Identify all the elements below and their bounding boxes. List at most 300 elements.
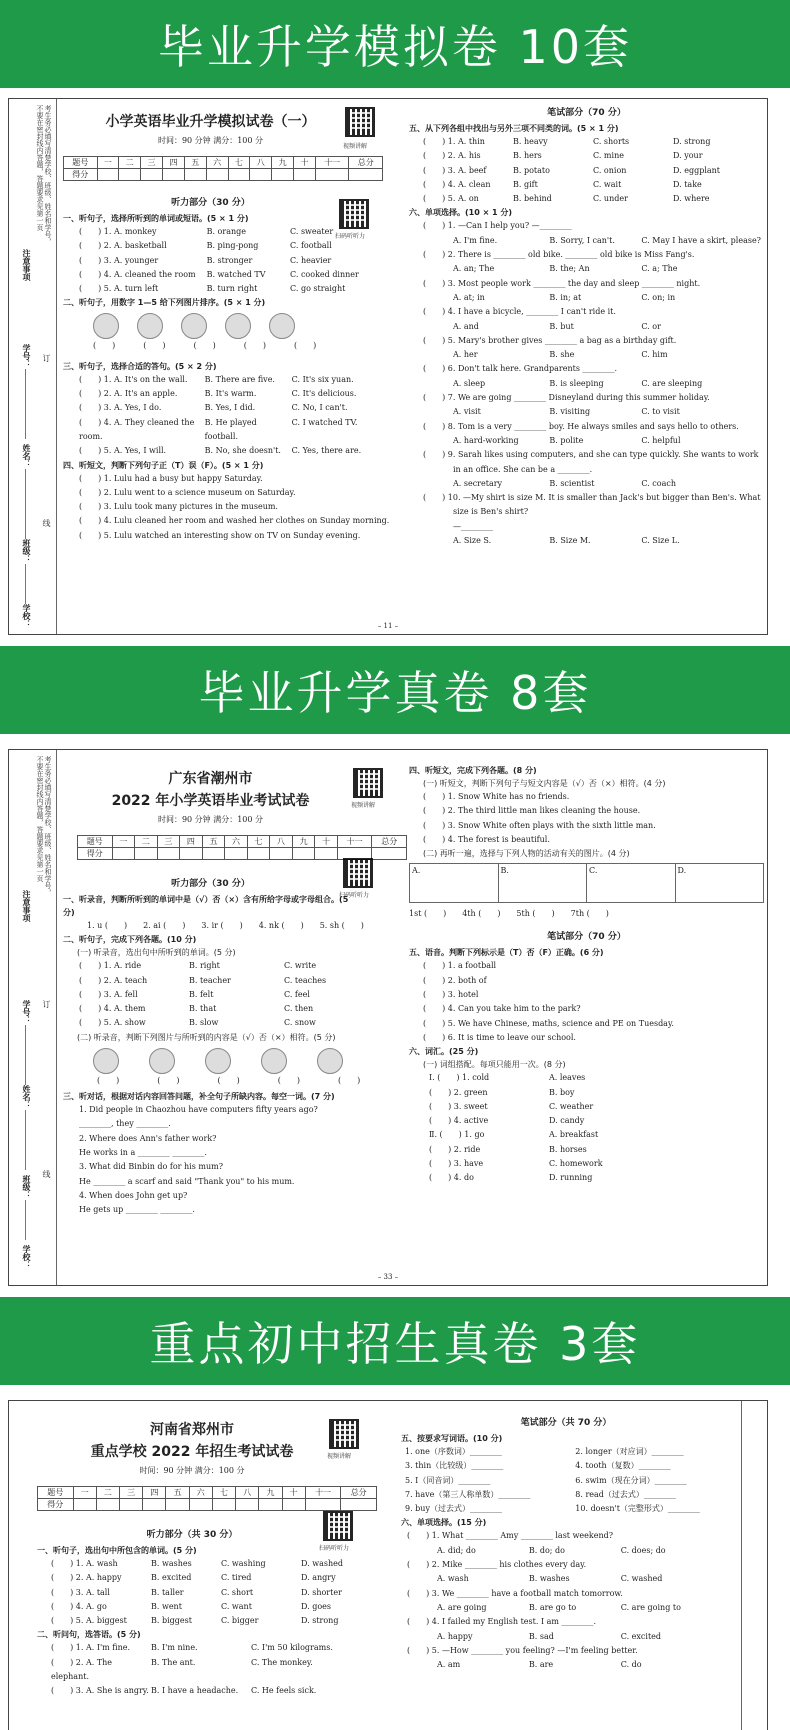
question-text: ( ) 4. I have a bicycle, ________ I can't ride it. <box>423 307 616 317</box>
question-item <box>63 268 398 282</box>
question-item <box>63 1002 398 1016</box>
page-number: – 11 – <box>377 622 399 630</box>
choice-list <box>37 1641 387 1698</box>
question-text: ( ) 3. A. younger <box>79 255 159 265</box>
exam-meta: 时间：90 分钟 满分：100 分 <box>139 1466 245 1475</box>
statement-list <box>63 472 398 543</box>
question-item <box>409 974 764 988</box>
question-item <box>63 514 398 528</box>
question-text: B. sad <box>528 1631 554 1641</box>
seal-mark: 线 <box>42 1170 51 1178</box>
question-item <box>63 959 398 973</box>
qr-code-icon[interactable] <box>323 1511 353 1541</box>
class-label: 班级： <box>22 1175 31 1199</box>
question-item <box>409 348 764 362</box>
picture-row <box>93 313 398 339</box>
question-text: B. the; An <box>549 264 590 274</box>
sub-question-heading: (一) 听短文，判断下列句子与短文内容是（√）否（×）相符。(4 分) <box>423 779 666 788</box>
question-text: C. do <box>620 1660 642 1670</box>
question-text: ( ) 4. active <box>429 1116 489 1126</box>
question-item <box>63 1203 398 1217</box>
question-text: B. I have a headache. <box>151 1686 239 1696</box>
question-item <box>401 1615 731 1629</box>
question-heading: 二、听句子，完成下列各题。(10 分) <box>63 935 197 945</box>
question-text: He ________ a scarf and said "Thank you" to his mum. <box>79 1176 295 1186</box>
question-text: 4. When does John get up? <box>79 1190 188 1200</box>
question-text: B. Size M. <box>549 536 591 546</box>
question-text: C. to visit <box>641 407 680 417</box>
question-item <box>37 1656 387 1685</box>
binding-margin <box>9 99 57 634</box>
question-text: C. Size L. <box>641 536 680 546</box>
question-item <box>401 1572 731 1586</box>
question-text: ( ) 3. We ________ have a football match tomorrow. <box>407 1588 623 1598</box>
question-text: ( ) 9. Sarah likes using computers, and she can type quickly. She wants to work <box>423 450 759 460</box>
question-text: ( ) 3. hotel <box>423 990 479 1000</box>
notice-text: 考生务必填写清楚学校、班级、姓名和学号，不要在密封线内答题，答题要求见第一页 <box>36 105 52 245</box>
question-text: A. am <box>437 1660 461 1670</box>
question-heading: 二、听句子，用数字 1—5 给下列图片排序。(5 × 1 分) <box>63 298 266 308</box>
question-item <box>409 219 764 233</box>
answer-list <box>63 1103 398 1217</box>
question-heading: 六、单项选择。(15 分) <box>401 1518 487 1528</box>
question-item <box>401 1587 731 1601</box>
question-text: C. shorts <box>593 137 630 146</box>
question-item <box>409 1143 764 1157</box>
sub-question-heading: (一) 听录音，选出句中所听到的单词。(5 分) <box>77 948 236 958</box>
question-text: B. boy <box>549 1087 575 1097</box>
qr-code-icon[interactable] <box>343 858 373 888</box>
question-item <box>409 135 764 149</box>
fill-line <box>25 369 26 439</box>
question-item <box>409 534 764 548</box>
question-item <box>37 1641 387 1655</box>
question-text: B. in; at <box>549 292 582 302</box>
sun-icon <box>225 313 251 339</box>
question-text: A. did; do <box>437 1545 476 1555</box>
page-title: 小学英语毕业升学模拟试卷（一） <box>105 114 316 130</box>
question-item <box>401 1445 731 1459</box>
seal-mark: 线 <box>42 519 51 527</box>
question-text: C. mine <box>593 151 624 161</box>
option-picture: C. <box>587 864 676 902</box>
question-text: B. orange <box>206 227 246 236</box>
choice-list <box>37 1557 387 1628</box>
question-text: C. heavier <box>290 255 332 265</box>
question-text: C. helpful <box>641 435 681 445</box>
question-item <box>409 248 764 262</box>
binding-margin <box>9 750 57 1285</box>
question-item <box>409 1128 764 1142</box>
police-icon <box>269 313 295 339</box>
question-item <box>401 1558 731 1572</box>
sub-question-heading: (一) 词组搭配。每项只能用一次。(8 分) <box>423 1060 566 1070</box>
question-text: C. onion <box>593 165 627 175</box>
choice-list <box>63 373 398 459</box>
question-text: ( ) 1. A. I'm fine. <box>51 1643 131 1653</box>
question-text: ( ) 2. There is ________ old bike. ________ old bike is Miss Fang's. <box>423 250 695 260</box>
question-text: C. feel <box>284 989 310 999</box>
qr-code-icon[interactable] <box>329 1419 359 1449</box>
fill-line <box>25 469 26 539</box>
question-text: C. I'm 50 kilograms. <box>251 1643 333 1653</box>
question-text: ( ) 1. A. monkey <box>79 227 157 236</box>
question-heading: 四、听短文，完成下列各题。(8 分) <box>409 766 537 775</box>
question-item <box>63 500 398 514</box>
question-text: 10. doesn't（完整形式）________ <box>575 1504 700 1514</box>
question-item <box>409 164 764 178</box>
question-text: D. your <box>673 151 703 161</box>
option-picture: D. <box>677 866 687 876</box>
question-text: A. wash <box>437 1574 469 1584</box>
question-item <box>409 262 764 276</box>
listening-heading: 听力部分（30 分） <box>171 198 250 208</box>
fill-line <box>25 564 26 604</box>
question-item <box>63 486 398 500</box>
question-item <box>409 405 764 419</box>
question-item <box>401 1474 731 1488</box>
exam-meta: 时间：90 分钟 满分：100 分 <box>157 815 264 824</box>
question-item <box>409 420 764 434</box>
question-item <box>401 1502 731 1516</box>
question-text: ( ) 2. The third little man likes cleaning the house. <box>423 806 641 816</box>
answer-blanks: ( ) ( ) ( ) ( ) ( ) <box>97 1075 361 1085</box>
question-text: A. breakfast <box>549 1130 599 1140</box>
question-text: C. write <box>284 961 317 971</box>
option-picture: A. <box>410 864 499 902</box>
question-text: B. are go to <box>528 1602 577 1612</box>
question-text: B. watched TV <box>206 269 266 279</box>
question-item <box>401 1644 731 1658</box>
question-text: ( ) 5. We have Chinese, maths, science and PE on Tuesday. <box>423 1018 674 1028</box>
question-text: ( ) 3. Most people work ________ the day and sleep ________ night. <box>423 278 701 288</box>
question-text: B. Sorry, I can't. <box>549 235 615 245</box>
question-text: C. washing <box>221 1559 266 1568</box>
question-item <box>409 1114 764 1128</box>
left-column <box>63 750 398 1285</box>
written-heading: 笔试部分（70 分） <box>547 932 626 943</box>
school-label: 学校： <box>22 1245 31 1269</box>
dress-icon <box>93 1048 119 1074</box>
banner-mock-papers: 毕业升学模拟卷 10套 <box>0 0 790 88</box>
fill-line <box>25 1025 26 1085</box>
question-text: D. shorter <box>301 1587 342 1597</box>
sub-question-heading: (二) 再听一遍，选择与下列人物的活动有关的图片。(4 分) <box>423 849 630 859</box>
question-heading: 五、语音。判断下列标示是（T）否（F）正确。(6 分) <box>409 948 604 958</box>
question-text: C. washed <box>620 1574 663 1584</box>
question-item <box>409 320 764 334</box>
question-text: 1. Did people in Chaozhou have computers fifty years ago? <box>79 1105 318 1115</box>
question-text: ( ) 2. Lulu went to a science museum on Saturday. <box>79 487 296 497</box>
qr-code-icon[interactable] <box>353 768 383 798</box>
question-text: Ⅱ. ( ) 1. go <box>429 1130 485 1140</box>
name-label: 姓名： <box>22 444 31 468</box>
qr-caption: 扫码听听力 <box>335 233 366 240</box>
question-text: 2. Where does Ann's father work? <box>79 1133 217 1143</box>
question-text: ( ) 1. A. wash <box>51 1559 118 1568</box>
question-text: ( ) 5. A. biggest <box>51 1616 127 1626</box>
question-heading: 三、听对话，根据对话内容回答问题，补全句子所缺内容。每空一词。(7 分) <box>63 1092 335 1102</box>
question-text: A. visit <box>453 407 481 417</box>
question-item <box>409 520 764 534</box>
question-text: He works in a ________ ________. <box>79 1147 207 1157</box>
question-item <box>401 1544 731 1558</box>
question-text: C. sweater <box>290 227 334 236</box>
toys-icon <box>205 1048 231 1074</box>
question-text: Ⅰ. ( ) 1. cold <box>429 1073 490 1083</box>
choice-list <box>63 959 398 1030</box>
choice-list <box>409 219 764 548</box>
question-item <box>409 959 764 973</box>
question-item <box>409 391 764 405</box>
picture-options <box>409 863 764 903</box>
question-text: C. then <box>284 1004 314 1014</box>
question-text: C. cooked dinner <box>290 269 359 279</box>
question-text: 3. What did Binbin do for his mum? <box>79 1162 223 1172</box>
page-subtitle: 重点学校 2022 年招生考试试卷 <box>90 1444 294 1460</box>
question-item <box>409 234 764 248</box>
shorts-icon <box>149 1048 175 1074</box>
question-item <box>409 463 764 477</box>
question-text: ( ) 3. A. She is angry. <box>51 1686 149 1696</box>
question-text: ( ) 4. A. go <box>51 1601 107 1611</box>
exam-page-1 <box>8 98 768 635</box>
picture-row <box>93 1048 398 1074</box>
question-text: ( ) 6. It is time to leave our school. <box>423 1032 576 1042</box>
question-item <box>409 1157 764 1171</box>
question-text: C. homework <box>549 1159 603 1169</box>
question-text: B. taller <box>151 1587 184 1597</box>
question-text: 6. swim（现在分词）________ <box>575 1475 687 1485</box>
choice-list <box>409 135 764 206</box>
question-text: C. want <box>221 1601 252 1611</box>
letter-judge-row: 1. u ( ) 2. ai ( ) 3. ir ( ) 4. nk ( ) 5. sh ( ) <box>87 921 364 930</box>
question-text: A. and <box>453 321 479 331</box>
question-text: 4. tooth（复数）________ <box>575 1461 671 1471</box>
question-text: ( ) 10. —My shirt is size M. It is smaller than Jack's but bigger than Ben's. What <box>423 493 761 503</box>
exam-meta: 时间：90 分钟 满分：100 分 <box>157 136 264 145</box>
statement-list <box>409 959 764 1045</box>
question-text: ( ) 1. a football <box>423 961 497 971</box>
question-text: ( ) 4. Can you take him to the park? <box>423 1004 581 1014</box>
question-text: ( ) 1. Lulu had a busy but happy Saturday. <box>79 473 263 483</box>
question-text: B. It's warm. <box>204 389 257 399</box>
score-table: 题号 一 二 三 四 五 六 七 八 九 十 十一 总分 得分 <box>37 1486 377 1511</box>
question-text: B. The ant. <box>151 1657 196 1667</box>
question-item <box>63 444 398 458</box>
question-text: ( ) 4. A. clean <box>423 179 491 189</box>
question-item <box>401 1529 731 1543</box>
question-text: ( ) 4. do <box>429 1173 474 1183</box>
question-text: A. hard-working <box>453 435 519 445</box>
question-item <box>63 239 398 253</box>
question-text: ( ) 5. Lulu watched an interesting show on TV on Sunday evening. <box>79 530 361 540</box>
question-text: ( ) 6. Don't talk here. Grandparents ________. <box>423 364 618 374</box>
question-text: C. He feels sick. <box>251 1686 317 1696</box>
question-text: C. I watched TV. <box>291 417 358 427</box>
question-item <box>409 305 764 319</box>
score-table: 题号 一 二 三 四 五 六 七 八 九 十 十一 总分 得分 <box>77 835 407 860</box>
question-text: ( ) 3. A. beef <box>423 165 487 175</box>
question-text: B. excited <box>151 1573 192 1583</box>
question-text: size is Ben's shirt? <box>453 507 529 517</box>
question-item <box>409 1171 764 1185</box>
fill-line <box>25 1110 26 1170</box>
question-item <box>409 1002 764 1016</box>
question-text: C. short <box>221 1587 254 1597</box>
question-item <box>401 1488 731 1502</box>
question-item <box>409 804 764 818</box>
page-title: 河南省郑州市 <box>150 1422 234 1438</box>
question-text: 1. one（序数词）________ <box>405 1447 502 1456</box>
question-text: B. ping-pong <box>206 241 259 251</box>
question-text: ( ) 2. A. his <box>423 151 481 161</box>
left-column <box>37 1401 387 1730</box>
question-text: B. heavy <box>513 137 548 146</box>
question-text: C. him <box>641 350 668 360</box>
question-text: ( ) 2. A. happy <box>51 1573 122 1583</box>
question-text: 2. longer（对应词）________ <box>575 1447 684 1456</box>
question-text: C. It's six yuan. <box>291 374 354 384</box>
question-item <box>37 1557 387 1571</box>
question-heading: 五、按要求写词语。(10 分) <box>401 1434 503 1443</box>
question-item <box>401 1630 731 1644</box>
banner-key-school-papers: 重点初中招生真卷 3套 <box>0 1297 790 1385</box>
question-heading: 一、听句子，选出句中所包含的单词。(5 分) <box>37 1546 197 1555</box>
question-text: C. tired <box>221 1573 252 1583</box>
binding-margin-right <box>741 1401 767 1730</box>
question-item <box>409 819 764 833</box>
question-text: C. football <box>290 241 332 251</box>
question-text: C. It's delicious. <box>291 389 357 399</box>
question-text: B. visiting <box>549 407 591 417</box>
question-item <box>63 282 398 296</box>
question-text: D. candy <box>549 1116 585 1126</box>
question-text: C. May I have a skirt, please? <box>641 235 761 245</box>
question-item <box>409 377 764 391</box>
written-heading: 笔试部分（共 70 分） <box>520 1418 612 1428</box>
question-text: ( ) 4. A. cleaned the room <box>79 269 196 279</box>
question-text: C. No, I can't. <box>291 403 348 413</box>
question-text: D. washed <box>301 1559 343 1568</box>
question-text: C. The monkey. <box>251 1657 313 1667</box>
question-text: ( ) 4. A. They cleaned the room. <box>79 417 195 441</box>
question-text: ( ) 3. Snow White often plays with the sixth little man. <box>423 820 656 830</box>
question-item <box>63 529 398 543</box>
question-text: A. leaves <box>549 1073 586 1083</box>
question-text: A. an; The <box>453 264 495 274</box>
question-item <box>63 1189 398 1203</box>
question-text: D. strong <box>673 137 711 146</box>
question-item <box>409 277 764 291</box>
question-item <box>409 491 764 505</box>
question-item <box>63 1146 398 1160</box>
question-text: ( ) 2. A. It's an apple. <box>79 389 178 399</box>
question-text: C. Yes, there are. <box>291 446 362 456</box>
question-text: 5. I（同音词）________ <box>405 1475 491 1485</box>
question-text: C. snow <box>284 1018 316 1028</box>
question-text: C. coach <box>641 478 676 488</box>
question-text: D. take <box>673 179 702 189</box>
question-text: ( ) 2. green <box>429 1087 488 1097</box>
matching-list <box>409 1071 764 1185</box>
question-text: ( ) 1. A. ride <box>79 961 142 971</box>
score-table: 题号 一 二 三 四 五 六 七 八 九 十 十一 总分 得分 <box>63 156 383 181</box>
question-text: B. slow <box>189 1018 219 1028</box>
question-text: C. under <box>593 194 628 204</box>
question-text: D. strong <box>301 1616 339 1626</box>
question-item <box>63 1175 398 1189</box>
exam-page-2 <box>8 749 768 1286</box>
question-text: ( ) 5. A. show <box>79 1018 146 1028</box>
name-label: 姓名： <box>22 1085 31 1109</box>
question-text: D. angry <box>301 1573 336 1583</box>
page-subtitle: 2022 年小学英语毕业考试试卷 <box>111 793 310 809</box>
question-text: ( ) 7. We are going ________ Disneyland during this summer holiday. <box>423 393 710 403</box>
seal-mark: 订 <box>42 354 51 362</box>
question-text: ( ) 1. A. thin <box>423 137 485 146</box>
question-heading: 二、听问句，选答语。(5 分) <box>37 1630 141 1640</box>
question-text: ( ) 3. have <box>429 1159 484 1169</box>
statement-list <box>409 790 764 847</box>
question-text: ( ) 1. —Can I help you? —________ <box>423 221 572 231</box>
right-column <box>401 1401 731 1730</box>
question-text: B. stronger <box>206 255 253 265</box>
question-item <box>409 434 764 448</box>
question-text: ( ) 5. —How ________ you feeling? —I'm feeling better. <box>407 1645 638 1655</box>
question-text: 8. read（过去式）________ <box>575 1489 676 1499</box>
question-item <box>409 790 764 804</box>
qr-caption: 视频讲解 <box>351 802 376 809</box>
student-number-label: 学号： <box>22 1000 31 1024</box>
qr-caption: 视频讲解 <box>327 1453 352 1460</box>
option-picture: B. <box>499 864 588 902</box>
listening-heading: 听力部分（共 30 分） <box>146 1530 238 1540</box>
question-text: B. horses <box>549 1144 587 1154</box>
girl-reading-icon <box>261 1048 287 1074</box>
choice-list <box>401 1529 731 1672</box>
question-item <box>409 477 764 491</box>
question-heading: 六、词汇。(25 分) <box>409 1047 479 1057</box>
qr-caption: 扫码听听力 <box>319 1545 350 1552</box>
exam-page-3 <box>8 1400 768 1730</box>
question-text: ( ) 3. A. tall <box>51 1587 110 1597</box>
qr-code-icon[interactable] <box>345 107 375 137</box>
question-item <box>63 1016 398 1030</box>
question-item <box>37 1571 387 1585</box>
question-text: C. teaches <box>284 975 327 985</box>
question-text: B. right <box>189 961 220 971</box>
question-text: B. polite <box>549 435 584 445</box>
question-text: 9. buy（过去式）________ <box>405 1504 502 1514</box>
question-item <box>409 1100 764 1114</box>
question-item <box>63 373 398 387</box>
question-text: ( ) 8. Tom is a very ________ boy. He always smiles and says hello to others. <box>423 421 739 431</box>
question-text: ( ) 5. A. turn left <box>79 284 159 294</box>
question-item <box>63 1160 398 1174</box>
question-text: ( ) 2. A. The elephant. <box>51 1657 113 1682</box>
question-text: B. biggest <box>151 1616 192 1626</box>
qr-code-icon[interactable] <box>339 199 369 229</box>
question-text: B. she <box>549 350 575 360</box>
question-item <box>401 1601 731 1615</box>
notice-title: 注意事项 <box>22 249 31 281</box>
question-item <box>409 448 764 462</box>
question-item <box>409 1071 764 1085</box>
question-heading: 五、从下列各组中找出与另外三项不同类的词。(5 × 1 分) <box>409 124 619 133</box>
question-text: B. felt <box>189 989 214 999</box>
question-text: ( ) 2. Mike ________ his clothes every day. <box>407 1560 587 1570</box>
